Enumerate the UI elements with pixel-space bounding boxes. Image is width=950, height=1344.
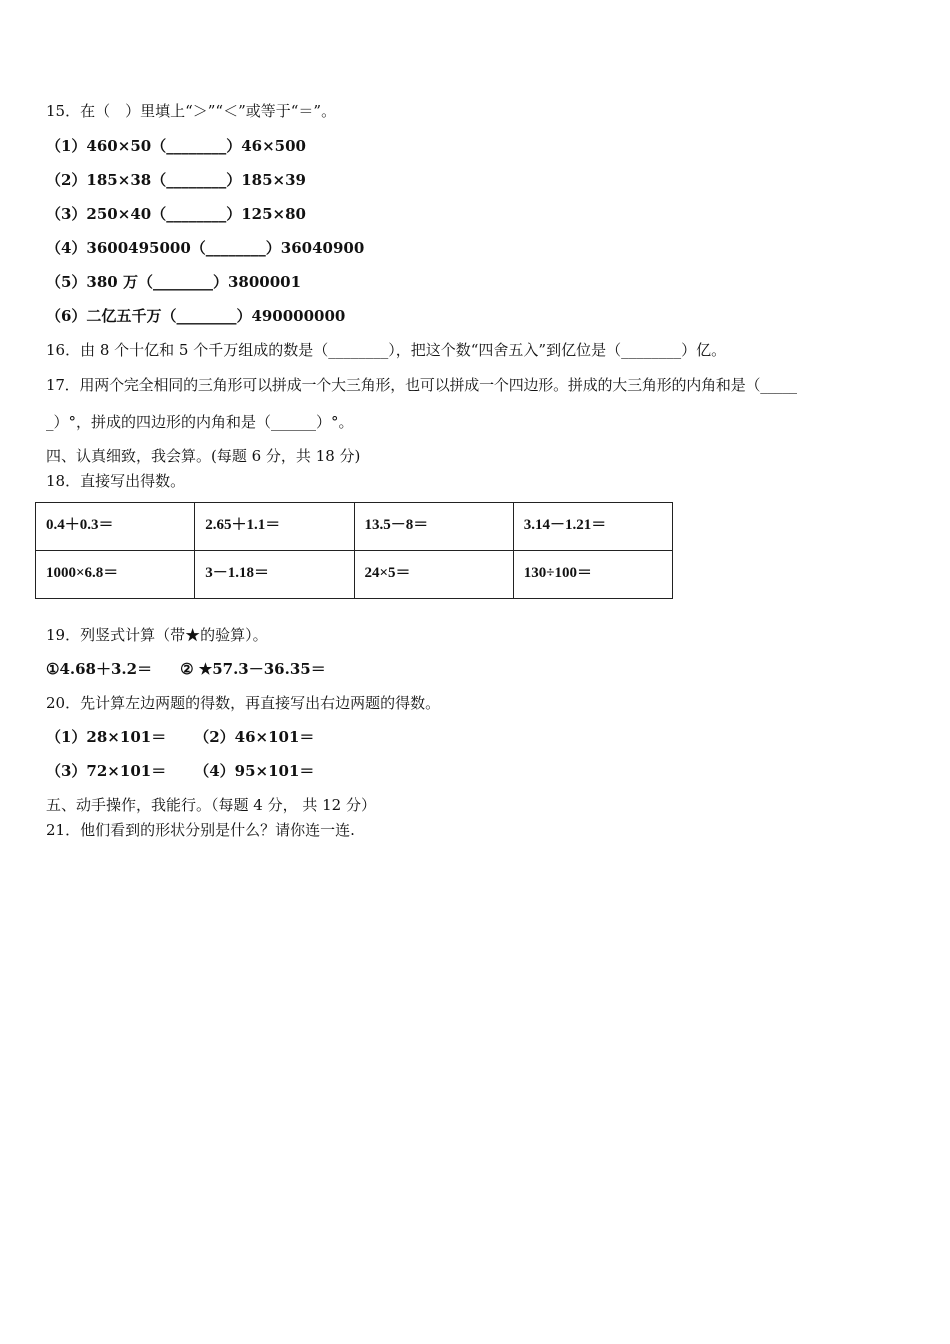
section-4-title: 四、认真细致，我会算。(每题 6 分，共 18 分) bbox=[46, 447, 361, 465]
q19-items bbox=[46, 659, 326, 679]
q15-item-4: （4）3600495000（________）36040900 bbox=[46, 239, 365, 257]
q15-item-6: （6）二亿五千万（________）490000000 bbox=[46, 307, 346, 325]
table-cell: 0.4＋0.3＝ bbox=[36, 503, 195, 551]
q20-item-4: （4）95×101＝ bbox=[194, 762, 315, 780]
q15-item-1: （1）460×50（________）46×500 bbox=[46, 137, 306, 155]
q17-line-1: 17．用两个完全相同的三角形可以拼成一个大三角形，也可以拼成一个四边形。拼成的大三角形的内角和是（_____ bbox=[46, 376, 797, 394]
q18-title: 18．直接写出得数。 bbox=[46, 472, 186, 490]
q19-item-1: ①4.68＋3.2＝ bbox=[46, 660, 153, 678]
q15-title: 15．在（ ）里填上“＞”“＜”或等于“＝”。 bbox=[46, 102, 337, 120]
q19-item-2: ② ★57.3－36.35＝ bbox=[180, 660, 326, 678]
q20-row-2 bbox=[46, 761, 314, 781]
q19-title: 19．列竖式计算（带★的验算）。 bbox=[46, 626, 268, 644]
q16-text: 16．由 8 个十亿和 5 个千万组成的数是（________），把这个数“四舍五入”到亿位是（________）亿。 bbox=[46, 341, 727, 359]
q20-item-3: （3）72×101＝ bbox=[46, 762, 167, 780]
section-5-title: 五、动手操作，我能行。（每题 4 分， 共 12 分） bbox=[46, 796, 376, 814]
table-cell: 3－1.18＝ bbox=[195, 551, 354, 599]
q20-title: 20．先计算左边两题的得数，再直接写出右边两题的得数。 bbox=[46, 694, 441, 712]
table-cell: 24×5＝ bbox=[354, 551, 513, 599]
q20-item-1: （1）28×101＝ bbox=[46, 728, 167, 746]
table-cell: 1000×6.8＝ bbox=[36, 551, 195, 599]
table-cell: 13.5－8＝ bbox=[354, 503, 513, 551]
table-row bbox=[36, 503, 673, 551]
q15-item-3: （3）250×40（________）125×80 bbox=[46, 205, 306, 223]
q20-row-1 bbox=[46, 727, 314, 747]
q21-title: 21．他们看到的形状分别是什么？请你连一连. bbox=[46, 821, 355, 839]
mental-calc-table bbox=[35, 502, 673, 599]
table-cell: 3.14－1.21＝ bbox=[513, 503, 672, 551]
table-row bbox=[36, 551, 673, 599]
table-cell: 130÷100＝ bbox=[513, 551, 672, 599]
q15-item-5: （5）380 万（________）3800001 bbox=[46, 273, 302, 291]
table-cell: 2.65＋1.1＝ bbox=[195, 503, 354, 551]
q20-item-2: （2）46×101＝ bbox=[194, 728, 315, 746]
q17-line-2: _）°，拼成的四边形的内角和是（______）°。 bbox=[46, 413, 354, 431]
q15-item-2: （2）185×38（________）185×39 bbox=[46, 171, 306, 189]
